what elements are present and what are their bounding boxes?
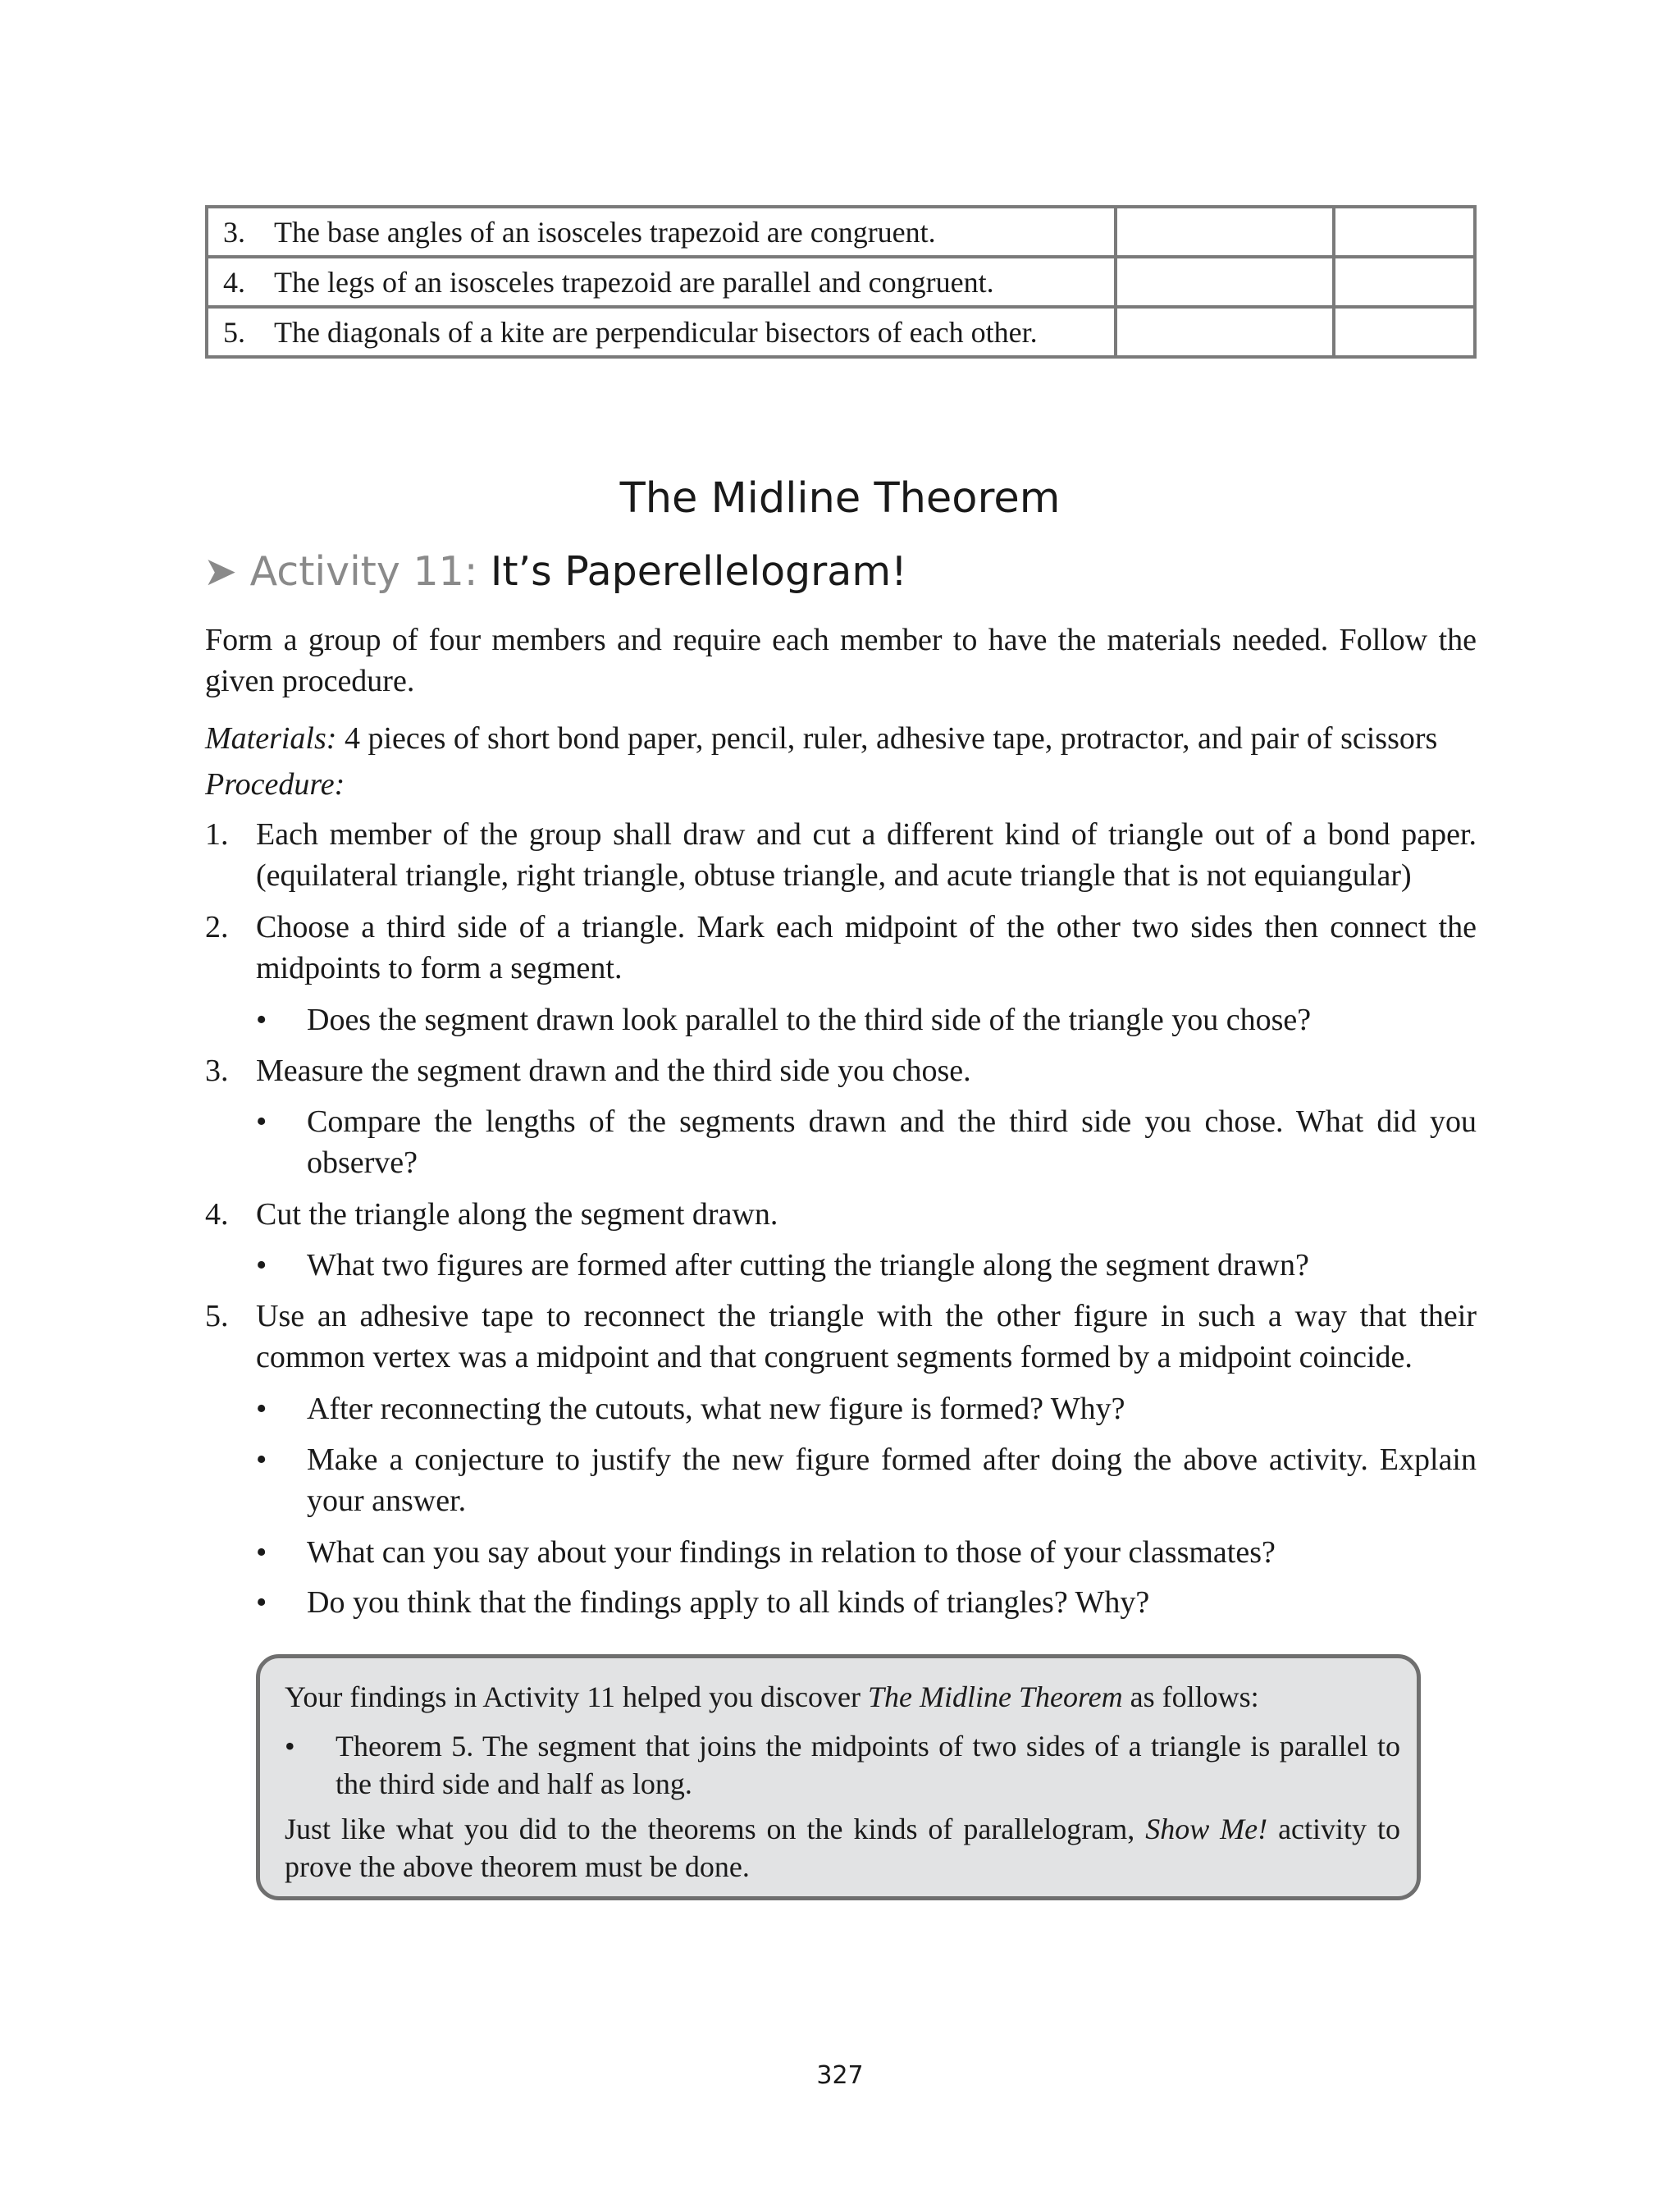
callout-closing-text-end: activity to prove the above theorem must be done. — [285, 1813, 1400, 1883]
statement-text: The legs of an isosceles trapezoid are parallel and congruent. — [274, 265, 994, 299]
materials-text: 4 pieces of short bond paper, pencil, ruler, adhesive tape, protractor, and pair of scissors — [344, 721, 1438, 756]
question-bullet — [256, 999, 1477, 1040]
section-title: The Midline Theorem — [619, 474, 1061, 523]
statements-table — [205, 205, 1477, 359]
bullet-icon: • — [256, 1585, 267, 1620]
bullet-text: Compare the lengths of the segments drawn and the third side you chose. What did you observe? — [307, 1104, 1477, 1180]
procedure-step — [205, 1194, 1477, 1235]
arrow-icon: ➤ — [203, 548, 238, 595]
step-text: Use an adhesive tape to reconnect the triangle with the other figure in such a way that their common vertex was a midpoint and that congruent segments formed by a midpoint coincide. — [256, 1299, 1477, 1374]
table-row — [207, 257, 1475, 307]
step-text: Choose a third side of a triangle. Mark each midpoint of the other two sides then connect the midpoints to form a segment. — [256, 910, 1477, 985]
page-number: 327 — [816, 2061, 864, 2090]
activity-name: It’s Paperellelogram! — [490, 548, 907, 595]
callout-closing-text: Just like what you did to the theorems on the kinds of parallelogram, — [285, 1813, 1146, 1845]
answer-cell[interactable] — [1334, 207, 1475, 257]
procedure-step — [205, 1050, 1477, 1091]
step-number: 1. — [205, 817, 229, 852]
bullet-icon: • — [285, 1730, 295, 1763]
step-number: 5. — [205, 1299, 229, 1333]
callout-intro-text-end: as follows: — [1122, 1680, 1259, 1713]
statement-text: The base angles of an isosceles trapezoid are congruent. — [274, 215, 936, 249]
callout-intro — [285, 1678, 1400, 1716]
activity-heading — [203, 548, 907, 595]
bullet-icon: • — [256, 1248, 267, 1282]
bullet-icon: • — [256, 1392, 267, 1426]
bullet-text: Do you think that the findings apply to all kinds of triangles? Why? — [307, 1585, 1150, 1620]
step-number: 2. — [205, 910, 229, 944]
answer-cell[interactable] — [1116, 207, 1334, 257]
bullet-text: What can you say about your findings in relation to those of your classmates? — [307, 1535, 1276, 1570]
theorem-bullet — [285, 1727, 1400, 1803]
bullet-icon: • — [256, 1442, 267, 1477]
procedure-step — [205, 1296, 1477, 1378]
intro-paragraph: Form a group of four members and require each member to have the materials needed. Follow the given procedure. — [205, 623, 1477, 698]
answer-cell[interactable] — [1116, 257, 1334, 307]
step-text: Each member of the group shall draw and cut a different kind of triangle out of a bond paper. (equilateral triangle, right triangle, obtuse triangle, and acute triangle that is not equiangular) — [256, 817, 1477, 893]
bullet-icon: • — [256, 1104, 267, 1139]
bullet-text: Does the segment drawn look parallel to the third side of the triangle you chose? — [307, 1003, 1312, 1037]
bullet-text: What two figures are formed after cutting the triangle along the segment drawn? — [307, 1248, 1309, 1282]
statement-number: 4. — [223, 265, 245, 299]
bullet-icon: • — [256, 1535, 267, 1570]
procedure-label: Procedure: — [205, 767, 345, 802]
theorem-statement: Theorem 5. The segment that joins the midpoints of two sides of a triangle is parallel to the third side and half as long. — [336, 1730, 1400, 1800]
materials-line — [205, 718, 1477, 759]
materials-label: Materials: — [205, 721, 337, 756]
step-number: 3. — [205, 1054, 229, 1088]
answer-cell[interactable] — [1334, 257, 1475, 307]
statement-cell — [207, 307, 1116, 357]
bullet-text: Make a conjecture to justify the new figure formed after doing the above activity. Explain your answer. — [307, 1442, 1477, 1518]
question-bullet — [256, 1439, 1477, 1521]
show-me-activity-name: Show Me! — [1145, 1813, 1268, 1845]
question-bullet — [256, 1582, 1477, 1623]
step-text: Measure the segment drawn and the third side you chose. — [256, 1054, 971, 1088]
statement-text: The diagonals of a kite are perpendicular bisectors of each other. — [274, 315, 1038, 349]
statement-cell — [207, 257, 1116, 307]
answer-cell[interactable] — [1116, 307, 1334, 357]
statement-number: 5. — [223, 315, 245, 349]
bullet-text: After reconnecting the cutouts, what new figure is formed? Why? — [307, 1392, 1125, 1426]
question-bullet — [256, 1101, 1477, 1183]
statement-cell — [207, 207, 1116, 257]
callout-intro-text: Your findings in Activity 11 helped you discover — [285, 1680, 868, 1713]
statement-number: 3. — [223, 215, 245, 249]
activity-label: Activity 11: — [249, 548, 478, 595]
question-bullet — [256, 1532, 1477, 1573]
step-text: Cut the triangle along the segment drawn. — [256, 1197, 778, 1232]
table-row — [207, 307, 1475, 357]
callout-closing — [285, 1810, 1400, 1886]
step-number: 4. — [205, 1197, 229, 1232]
table-row — [207, 207, 1475, 257]
theorem-name: The Midline Theorem — [867, 1680, 1123, 1713]
procedure-step — [205, 907, 1477, 989]
question-bullet — [256, 1388, 1477, 1429]
procedure-step — [205, 814, 1477, 896]
question-bullet — [256, 1245, 1477, 1286]
answer-cell[interactable] — [1334, 307, 1475, 357]
theorem-callout-box — [256, 1654, 1421, 1900]
bullet-icon: • — [256, 1003, 267, 1037]
